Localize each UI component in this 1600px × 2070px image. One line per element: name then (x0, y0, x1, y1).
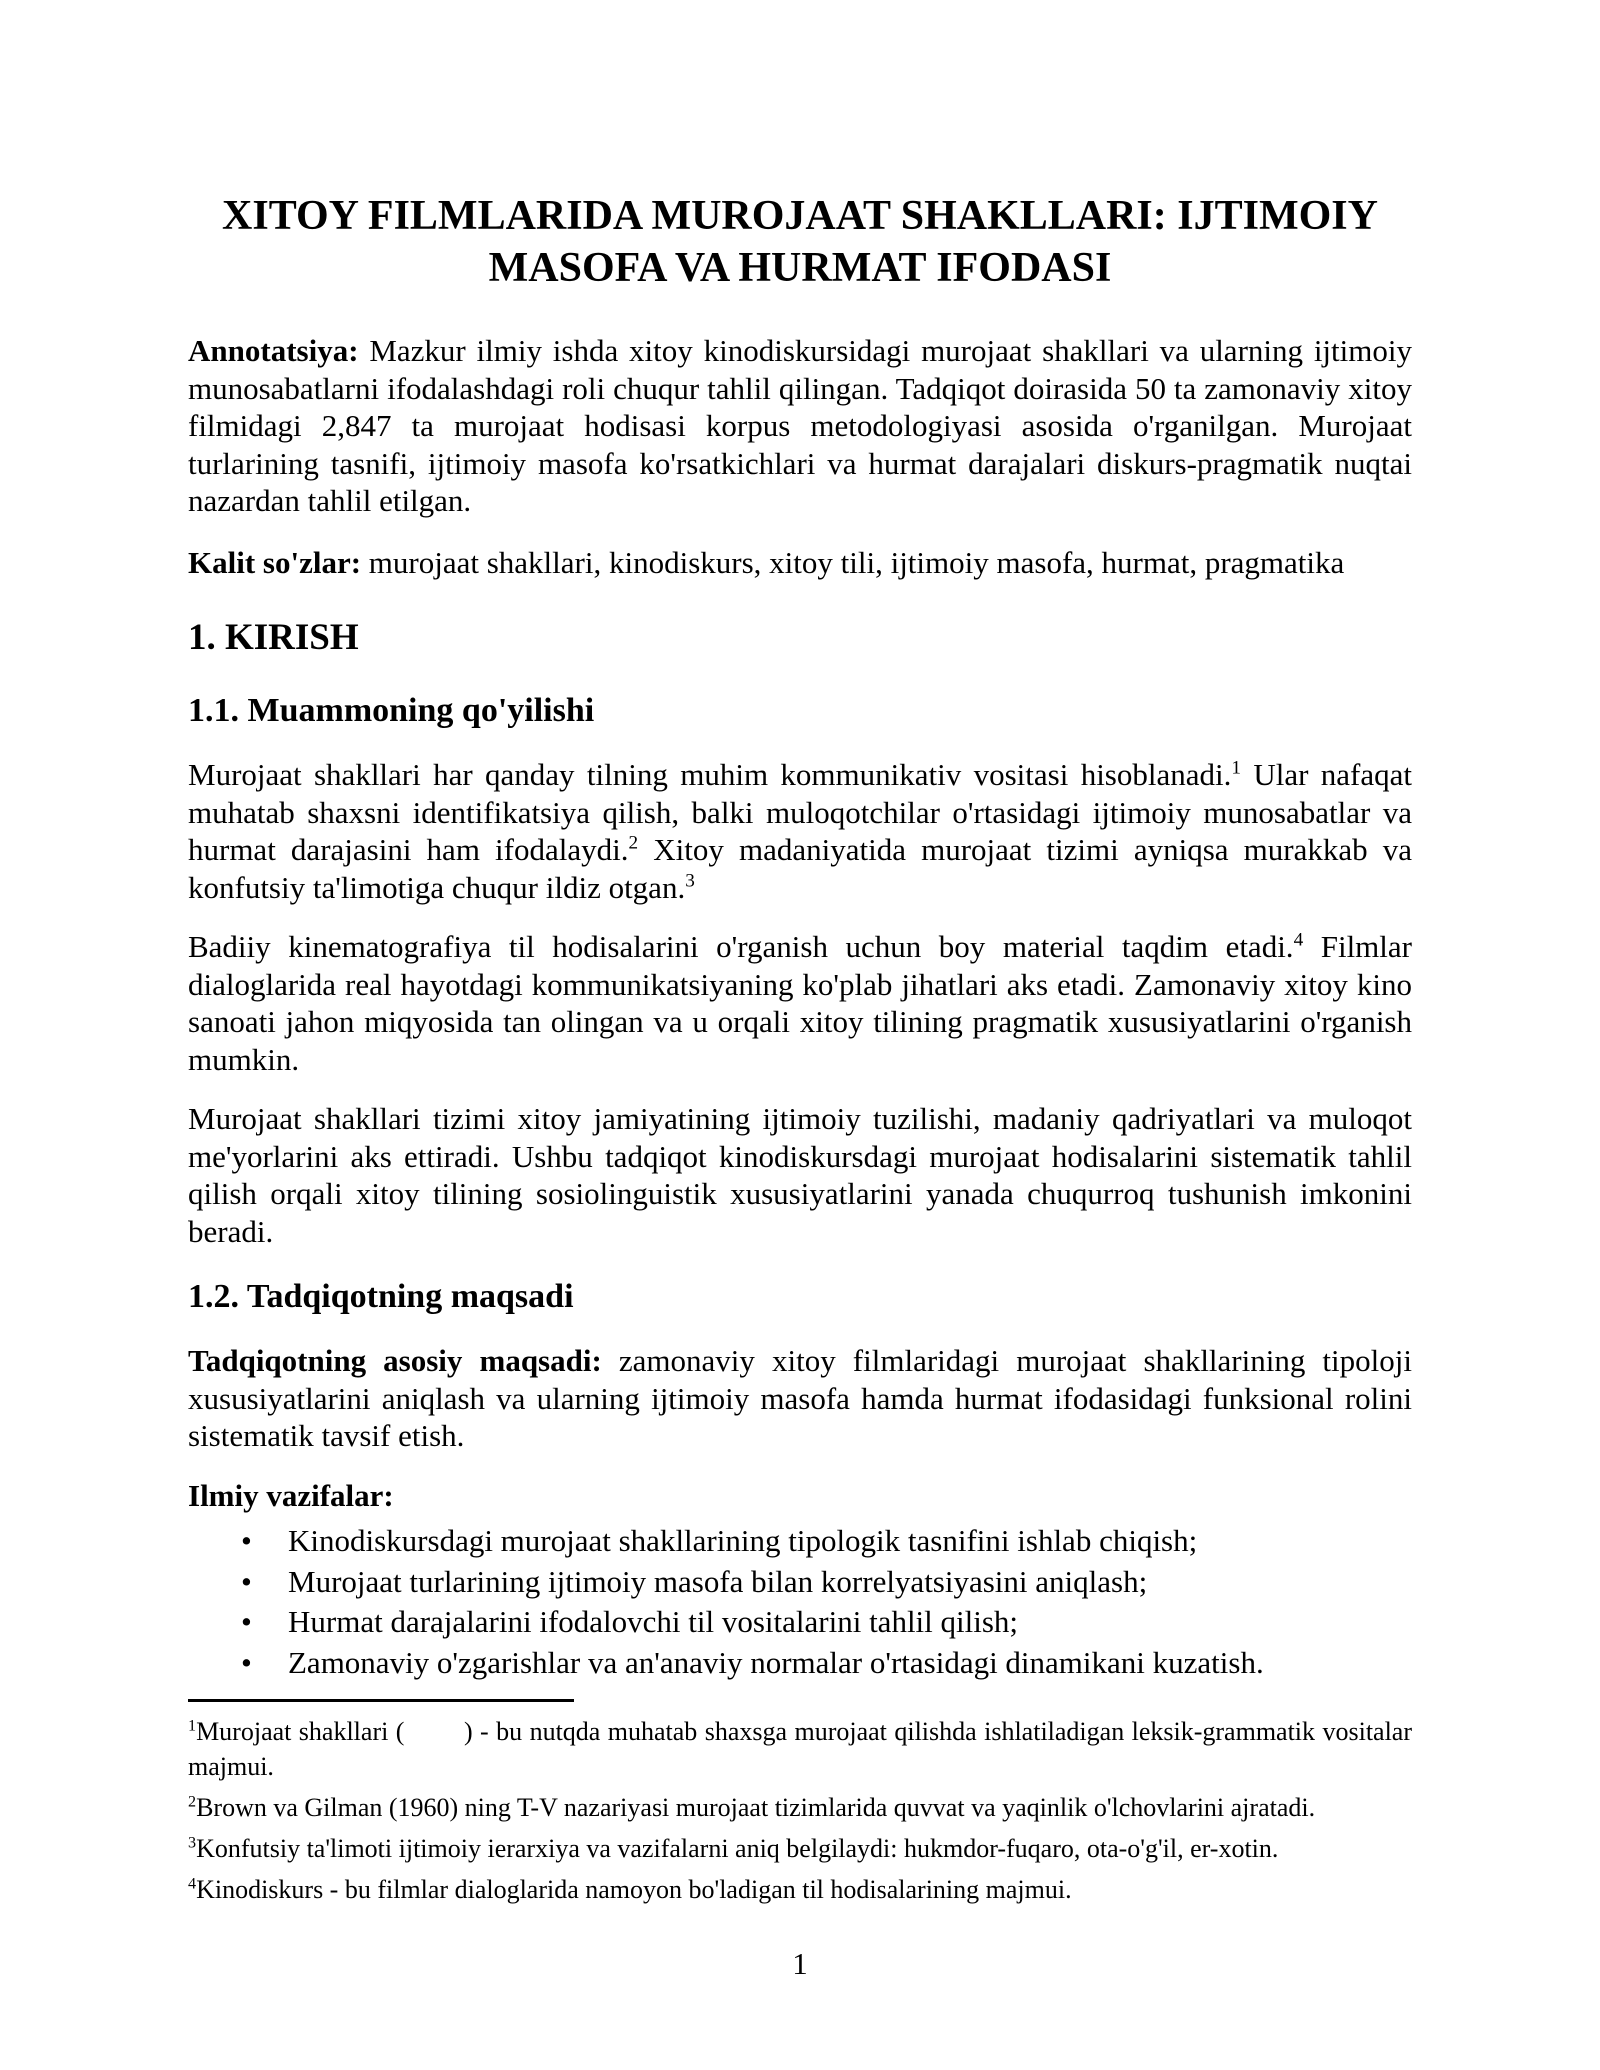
goal-text: zamonaviy xitoy filmlaridagi murojaat shakllarining tipoloji xususiyatlarini aniqlash va ularning ijtimoiy masofa hamda hurmat ifodasidagi funksional rolini sistematik tavsif etish. (188, 1343, 1412, 1453)
abstract-text: Mazkur ilmiy ishda xitoy kinodiskursidagi murojaat shakllari va ularning ijtimoiy munosabatlarni ifodalashdagi roli chuqur tahlil qilingan. Tadqiqot doirasida 50 ta zamonaviy xitoy filmidagi 2,847 ta murojaat hodisasi korpus metodologiyasi asosida o'rganilgan. Murojaat turlarining tasnifi, ijtimoiy masofa ko'rsatkichlari va hurmat darajalari diskurs-pragmatik nuqtai nazardan tahlil etilgan. (188, 333, 1412, 518)
footnote-ref-1: 1 (1231, 757, 1241, 779)
paragraph-2-text-a: Badiiy kinematografiya til hodisalarini o'rganish uchun boy material taqdim etadi. (188, 929, 1294, 964)
footnote-ref-3: 3 (685, 870, 695, 892)
footnote-3 (188, 1831, 1412, 1866)
footnote-ref-4: 4 (1293, 929, 1304, 951)
paragraph-1 (188, 756, 1412, 906)
keywords-text: murojaat shakllari, kinodiskurs, xitoy tili, ijtimoiy masofa, hurmat, pragmatika (361, 544, 1345, 580)
goal-label: Tadqiqotning asosiy maqsadi: (188, 1343, 602, 1378)
footnote-2-number: 2 (188, 1793, 197, 1811)
keywords-paragraph (188, 544, 1412, 582)
abstract-label: Annotatsiya: (188, 333, 359, 368)
footnote-separator (188, 1699, 574, 1702)
footnote-2-text: Brown va Gilman (1960) ning T-V nazariyasi murojaat tizimlarida quvvat va yaqinlik o'lchovlarini ajratadi. (196, 1793, 1316, 1822)
paragraph-2 (188, 928, 1412, 1078)
paper-title-line2: MASOFA VA HURMAT IFODASI (488, 245, 1112, 291)
paragraph-2-text-b: Filmlar dialoglarida real hayotdagi kommunikatsiyaning ko'plab jihatlari aks etadi. Zamonaviy xitoy kino sanoati jahon miqyosida tan olingan va u orqali xitoy tilining pragmatik xususiyatlarini o'rganish mumkin. (188, 929, 1412, 1077)
footnote-1-number: 1 (188, 1717, 197, 1735)
page-number: 1 (792, 1946, 808, 1981)
footnote-2 (188, 1790, 1412, 1825)
task-item-1: • Kinodiskursdagi murojaat shakllarining tipologik tasnifini ishlab chiqish; (288, 1522, 1412, 1560)
task-item-3: • Hurmat darajalarini ifodalovchi til vositalarini tahlil qilish; (288, 1603, 1412, 1641)
footnote-4-number: 4 (188, 1875, 197, 1893)
footnote-4-text: Kinodiskurs - bu filmlar dialoglarida namoyon bo'ladigan til hodisalarining majmui. (196, 1875, 1072, 1904)
task-item-4: • Zamonaviy o'zgarishlar va an'anaviy normalar o'rtasidagi dinamikani kuzatish. (288, 1644, 1412, 1682)
tasks-list (188, 1522, 1412, 1681)
task-item-2: • Murojaat turlarining ijtimoiy masofa bilan korrelyatsiyasini aniqlash; (288, 1563, 1412, 1601)
footnote-1-text: Murojaat shakllari ( ) - bu nutqda muhatab shaxsga murojaat qilishda ishlatiladigan leksik-grammatik vositalar majmui. (188, 1717, 1412, 1781)
paragraph-3: Murojaat shakllari tizimi xitoy jamiyatining ijtimoiy tuzilishi, madaniy qadriyatlari va muloqot me'yorlarini aks ettiradi. Ushbu tadqiqot kinodiskursdagi murojaat hodisalarini sistematik tahlil qilish orqali xitoy tilining sosiolinguistik xususiyatlarini yanada chuqurroq tushunish imkonini beradi. (188, 1101, 1412, 1249)
footnote-3-number: 3 (188, 1834, 197, 1852)
footnote-ref-2: 2 (628, 832, 639, 854)
subsection-heading-1-1: 1.1. Muammoning qo'yilishi (188, 692, 595, 729)
abstract-paragraph (188, 332, 1412, 520)
section-heading-kirish: 1. KIRISH (188, 617, 359, 658)
footnote-4 (188, 1872, 1412, 1907)
goal-paragraph (188, 1342, 1412, 1455)
paragraph-1-text-b: Ular nafaqat muhatab shaxsni identifikatsiya qilish, balki muloqotchilar o'rtasidagi ijtimoiy munosabatlar va hurmat darajasini ham ifodalaydi. (188, 757, 1412, 867)
footnote-3-text: Konfutsiy ta'limoti ijtimoiy ierarxiya va vazifalarni aniq belgilaydi: hukmdor-fuqaro, ota-o'g'il, er-xotin. (196, 1834, 1279, 1863)
tasks-label: Ilmiy vazifalar: (188, 1477, 394, 1513)
subsection-heading-1-2: 1.2. Tadqiqotning maqsadi (188, 1278, 574, 1315)
paper-title (188, 190, 1412, 294)
paragraph-1-text-c: Xitoy madaniyatida murojaat tizimi ayniqsa murakkab va konfutsiy ta'limotiga chuqur ildiz otgan. (188, 832, 1412, 905)
footnote-1 (188, 1714, 1412, 1784)
keywords-label: Kalit so'zlar: (188, 544, 362, 580)
paper-title-line1: XITOY FILMLARIDA MUROJAAT SHAKLLARI: IJTIMOIY (222, 193, 1378, 239)
paragraph-1-text-a: Murojaat shakllari har qanday tilning muhim kommunikativ vositasi hisoblanadi. (188, 757, 1232, 792)
footnotes-block (188, 1714, 1412, 1907)
